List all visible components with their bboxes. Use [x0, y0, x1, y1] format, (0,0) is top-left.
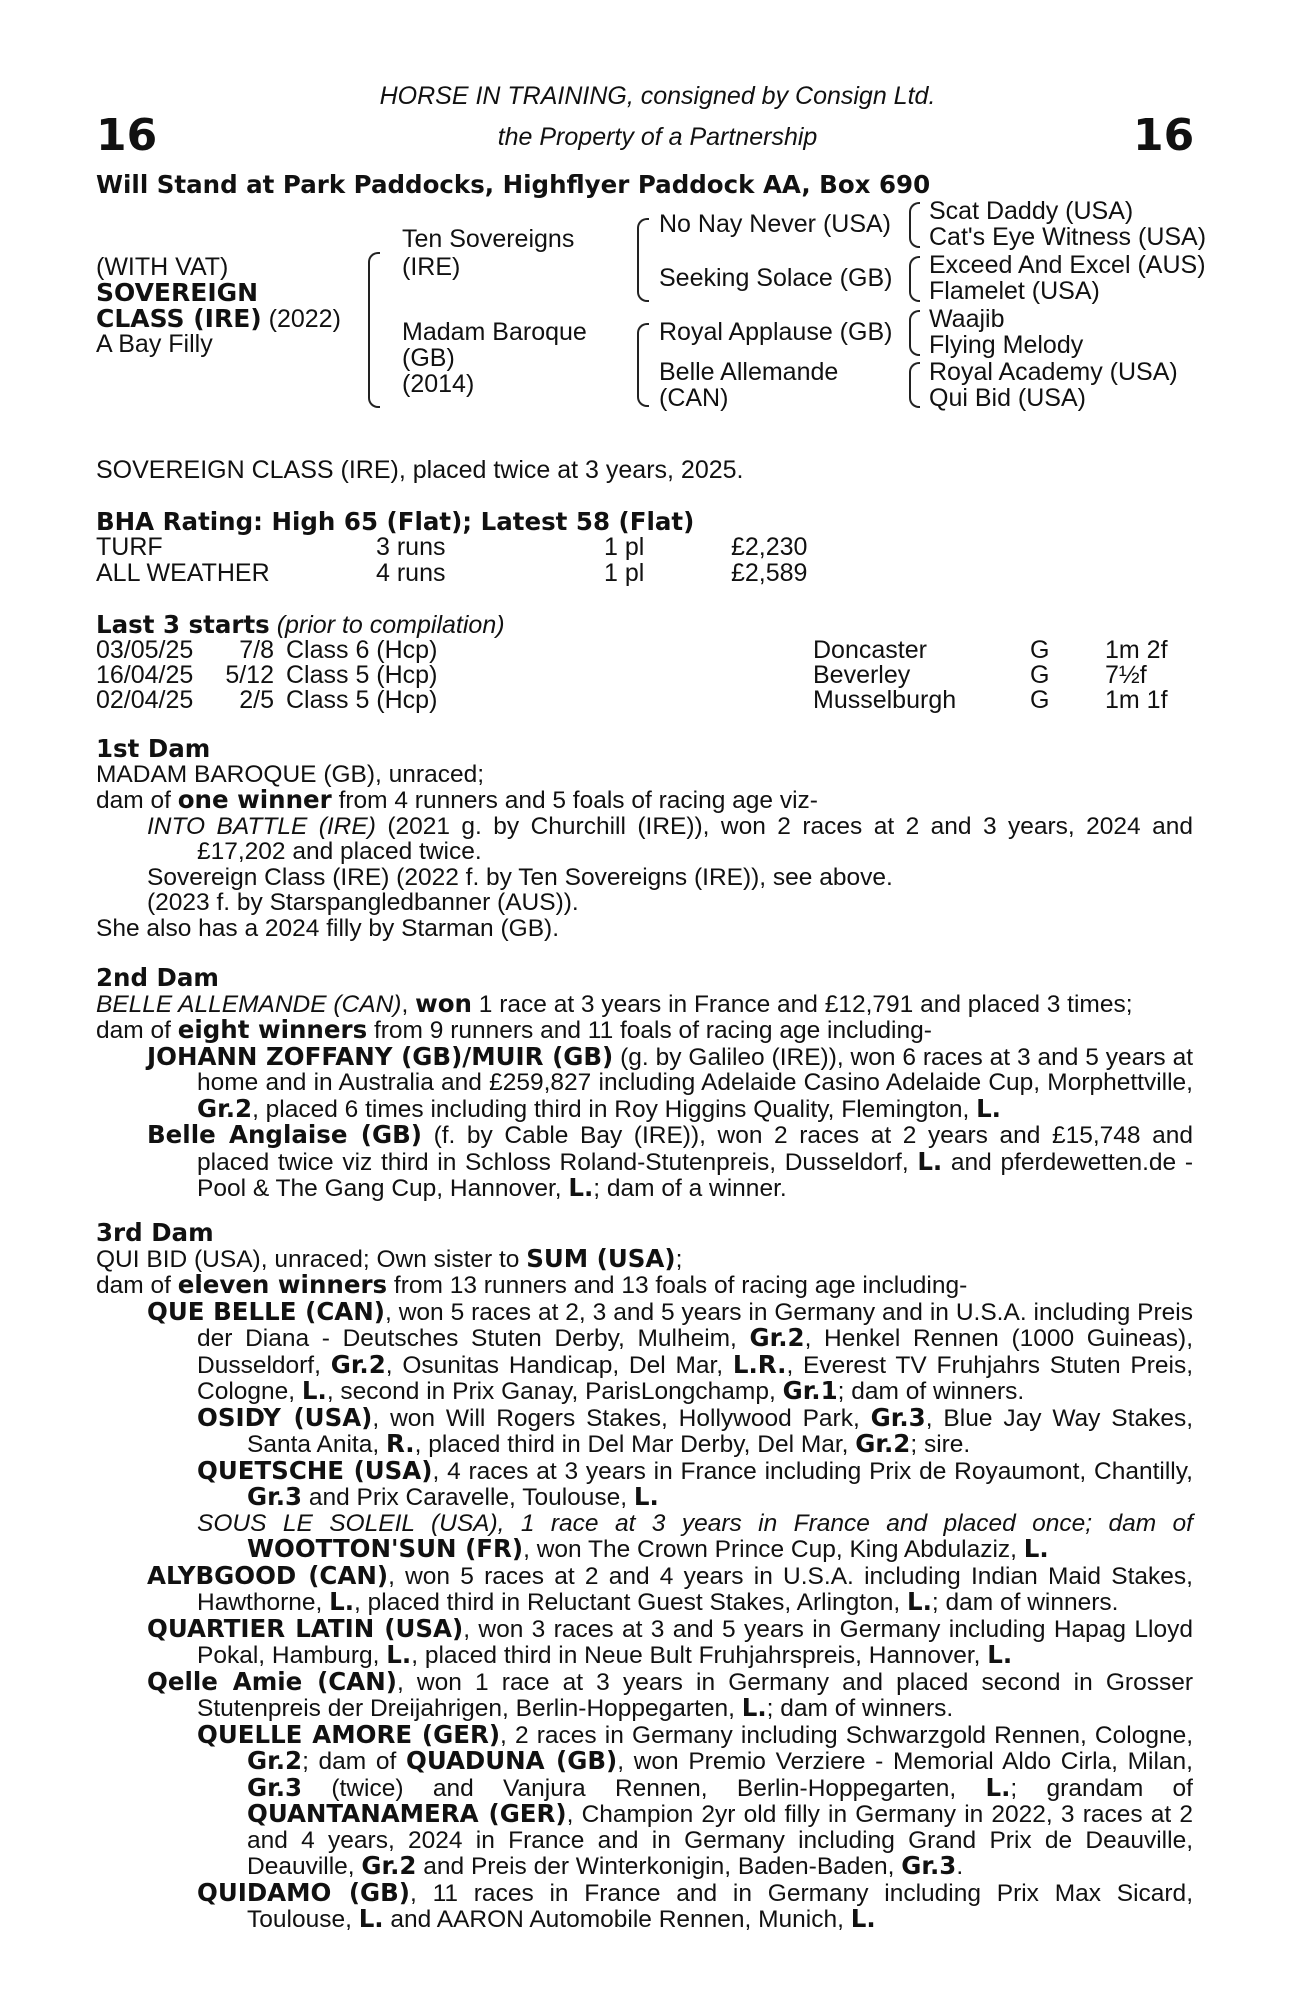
text: dam of [96, 787, 178, 814]
horse-description: A Bay Filly [96, 330, 213, 358]
text: (twice) and Vanjura Rennen, Berlin-Hoppegarten, [302, 1774, 986, 1802]
grade: Gr.2 [247, 1746, 303, 1775]
text: , won 5 races at 2, 3 and 5 years in Germany and in U.S.A. including Preis der Diana - Deutsches Stuten Derby, Mulheim, [197, 1298, 1193, 1352]
dam-name: Madam Baroque [402, 318, 587, 346]
horse-name-1: SOVEREIGN [96, 278, 259, 307]
dam-year: (2014) [402, 370, 475, 398]
ggp-4: Flamelet (USA) [929, 277, 1100, 305]
grade: L. [1023, 1534, 1049, 1563]
grade: L. [906, 1587, 932, 1616]
text: , Henkel Rennen (1000 Guineas), Dusseldorf, [197, 1325, 1194, 1379]
text: , 4 races at 3 years in France including Prix de Royaumont, Chantilly, [432, 1457, 1193, 1485]
text: (g. by Galileo (IRE)), won 6 races at 3 and 5 years at home and in Australia and £259,827 including Adelaide Casino Adelaide Cup, Morphettville, [197, 1043, 1193, 1096]
grade: R. [385, 1429, 415, 1458]
pedigree-brace-dd [909, 362, 920, 408]
start-position: 7/8 [239, 636, 274, 664]
text: , Champion 2yr old filly in Germany in 2022, 3 races at 2 and 4 years, 2024 in France and in Germany including Grand Prix de Deauville, Deauville, [247, 1801, 1193, 1880]
rating-surface: ALL WEATHER [96, 559, 270, 587]
text: dam of [96, 1017, 178, 1044]
produce-name: QUETSCHE (USA) [197, 1455, 433, 1485]
grade: L. [917, 1146, 943, 1176]
race-summary: SOVEREIGN CLASS (IRE), placed twice at 3 years, 2025. [96, 456, 744, 484]
rating-runs: 4 runs [376, 559, 446, 587]
grade: L. [987, 1640, 1013, 1669]
start-race: Class 6 (Hcp) [286, 636, 438, 664]
start-position: 2/5 [239, 686, 274, 714]
start-going: G [1030, 661, 1050, 689]
start-date: 03/05/25 [96, 636, 194, 664]
second-dam-line1 [96, 988, 1193, 1018]
produce-sous-le-soleil [96, 1511, 1193, 1563]
start-race: Class 5 (Hcp) [286, 661, 438, 689]
start-date: 16/04/25 [96, 661, 194, 689]
produce-name: Qelle Amie (CAN) [147, 1666, 397, 1696]
bha-rating-title: BHA Rating: High 65 (Flat); Latest 58 (Flat) [96, 507, 695, 536]
text: , won 5 races at 2 and 4 years in U.S.A. including Indian Maid Stakes, Hawthorne, [197, 1562, 1193, 1616]
produce-que-belle [96, 1296, 1194, 1405]
text: (f. by Cable Bay (IRE)), won 2 races at 2 years and £15,748 and placed twice viz third in Schloss Roland-Stutenpreis, Dusseldorf, [197, 1122, 1193, 1176]
text: and pferdewetten.de - Pool & The Gang Cup, Hannover, [197, 1148, 1193, 1202]
grade: L. [741, 1693, 767, 1722]
stand-location: Will Stand at Park Paddocks, Highflyer Paddock AA, Box 690 [96, 170, 931, 199]
text: and Preis der Winterkonigin, Baden-Baden, [416, 1853, 902, 1880]
grade: L. [633, 1482, 659, 1511]
produce-quelle-amore [96, 1719, 1193, 1880]
dam-dam-origin: (CAN) [659, 384, 729, 412]
grade: L. [985, 1772, 1011, 1802]
third-dam-title: 3rd Dam [96, 1218, 214, 1247]
text: , placed 6 times including third in Roy Higgins Quality, Flemington, [252, 1095, 977, 1123]
ggp-7: Royal Academy (USA) [929, 358, 1178, 386]
text: , won 3 races at 3 and 5 years in Germany including Hapag Lloyd Pokal, Hamburg, [197, 1615, 1193, 1669]
horse-name-2-row [96, 306, 341, 333]
dam-origin: (GB) [402, 344, 455, 372]
sire-name: Ten Sovereigns [402, 225, 575, 253]
grade: Gr.2 [855, 1429, 911, 1458]
dam-sire: Royal Applause (GB) [659, 318, 893, 346]
last-starts-heading: Last 3 starts [96, 610, 270, 639]
sister-name: SUM (USA) [526, 1243, 676, 1273]
text: from 13 runners and 13 foals of racing age including- [387, 1272, 968, 1299]
text: 1 race at 3 years in France and £12,791 and placed 3 times; [471, 990, 1133, 1018]
text: ; grandam of [1010, 1774, 1193, 1802]
text: , Osunitas Handicap, Del Mar, [385, 1351, 733, 1379]
produce-name: QUE BELLE (CAN) [147, 1296, 385, 1326]
text: , second in Prix Ganay, ParisLongchamp, [326, 1378, 783, 1405]
pedigree-brace-ss [909, 202, 920, 248]
text: ; dam of a winner. [593, 1175, 787, 1202]
start-distance: 7½f [1105, 661, 1147, 689]
grade: Gr.2 [330, 1349, 386, 1379]
produce-quidamo [96, 1877, 1193, 1933]
grade: Gr.3 [247, 1482, 303, 1511]
produce-text: (2021 g. by Churchill (IRE)), won 2 races at 2 and 3 years, 2024 and £17,202 and placed twice. [197, 812, 1193, 865]
produce-qelle-amie [96, 1666, 1193, 1722]
property-line: the Property of a Partnership [497, 123, 818, 151]
winners-count: eight winners [177, 1015, 368, 1044]
rating-placed: 1 pl [604, 533, 645, 561]
pedigree-brace-dam [637, 323, 649, 407]
grade: Gr.3 [901, 1851, 957, 1880]
start-date: 02/04/25 [96, 686, 194, 714]
ggp-6: Flying Melody [929, 331, 1084, 359]
text: ; dam of winners. [931, 1589, 1119, 1616]
ggp-1: Scat Daddy (USA) [929, 197, 1134, 225]
produce-osidy [96, 1402, 1194, 1458]
grade: L. [850, 1904, 876, 1933]
produce-name: QUARTIER LATIN (USA) [147, 1613, 464, 1643]
produce-quetsche [96, 1455, 1193, 1511]
grade: Gr.2 [749, 1323, 805, 1352]
text: , 2 races in Germany including Schwarzgold Rennen, Cologne, [500, 1721, 1193, 1749]
produce-name: OSIDY (USA) [197, 1402, 373, 1432]
produce-name: QUELLE AMORE (GER) [197, 1719, 501, 1749]
text: , Blue Jay Way Stakes, Santa Anita, [247, 1404, 1194, 1458]
text: ; dam of [302, 1748, 406, 1775]
produce-name: QUADUNA (GB) [406, 1746, 618, 1775]
produce-name: JOHANN ZOFFANY (GB)/MUIR (GB) [147, 1041, 614, 1071]
text: from 9 runners and 11 foals of racing age including- [367, 1017, 932, 1044]
last-starts-note: (prior to compilation) [269, 611, 505, 639]
text: , [401, 990, 416, 1018]
produce-2023: (2023 f. by Starspangledbanner (AUS)). [147, 889, 579, 916]
horse-name-2: CLASS (IRE) [96, 304, 262, 333]
ggp-2: Cat's Eye Witness (USA) [929, 223, 1207, 251]
grade: L. [386, 1640, 412, 1669]
produce-sovereign-class: Sovereign Class (IRE) (2022 f. by Ten Sovereigns (IRE)), see above. [147, 863, 893, 891]
grade: Gr.2 [197, 1093, 253, 1123]
winners-count: one winner [177, 785, 332, 814]
text: ; dam of winners. [837, 1378, 1025, 1405]
third-dam-line1 [96, 1243, 1193, 1273]
text: , won 1 race at 3 years in Germany and placed second in Grosser Stutenpreis der Dreijahrigen, Berlin-Hoppegarten, [197, 1668, 1193, 1722]
start-distance: 1m 1f [1105, 686, 1168, 714]
grade: L. [976, 1093, 1001, 1123]
rating-prize: £2,589 [731, 559, 808, 587]
start-race: Class 5 (Hcp) [286, 686, 438, 714]
grade: L. [301, 1376, 327, 1405]
pedigree-brace-ds [909, 310, 920, 356]
text: dam of [96, 1272, 178, 1299]
rating-runs: 3 runs [376, 533, 446, 561]
produce-belle-anglaise [96, 1122, 1193, 1202]
text: , placed third in Reluctant Guest Stakes, Arlington, [354, 1589, 907, 1616]
dam-name: BELLE ALLEMANDE (CAN) [96, 990, 402, 1018]
produce-name: Belle Anglaise (GB) [147, 1120, 422, 1149]
grade: L.R. [732, 1349, 787, 1379]
pedigree-brace-sd [909, 256, 920, 302]
text: ; sire. [910, 1431, 971, 1458]
grade: L. [329, 1587, 355, 1616]
text: , Everest TV Fruhjahrs Stuten Preis, Cologne, [197, 1351, 1194, 1405]
text: and AARON Automobile Rennen, Munich, [383, 1906, 851, 1933]
produce-name: SOUS LE SOLEIL (USA), 1 race at 3 years in France and placed once; dam of [197, 1509, 1193, 1537]
text: and Prix Caravelle, Toulouse, [302, 1484, 634, 1511]
start-course: Beverley [813, 661, 911, 689]
produce-name: INTO BATTLE (IRE) [147, 812, 376, 840]
first-dam-section [96, 736, 1193, 941]
grade: L. [358, 1904, 384, 1933]
text: , placed third in Del Mar Derby, Del Mar, [414, 1431, 856, 1458]
sire-origin: (IRE) [402, 253, 461, 281]
start-going: G [1030, 636, 1050, 664]
produce-into-battle [96, 814, 1193, 865]
text: from 4 runners and 5 foals of racing age viz- [331, 787, 818, 814]
third-dam-section [96, 1220, 1193, 1933]
first-dam-line1: MADAM BAROQUE (GB), unraced; [96, 760, 485, 788]
ggp-5: Waajib [929, 305, 1005, 333]
produce-name: ALYBGOOD (CAN) [147, 1560, 389, 1590]
dam-dam-name: Belle Allemande [659, 358, 839, 386]
lot-number-right: 16 [1133, 110, 1195, 161]
horse-year: (2022) [261, 305, 341, 333]
grade: L. [568, 1173, 594, 1202]
consignor-line: HORSE IN TRAINING, consigned by Consign Ltd. [379, 82, 936, 110]
rating-surface: TURF [96, 533, 163, 561]
start-course: Doncaster [813, 636, 927, 664]
text: ; [675, 1245, 683, 1273]
produce-name: WOOTTON'SUN (FR) [247, 1534, 524, 1563]
start-course: Musselburgh [813, 686, 957, 714]
ggp-3: Exceed And Excel (AUS) [929, 251, 1206, 279]
first-dam-title: 1st Dam [96, 734, 211, 763]
lot-number-left: 16 [96, 110, 158, 161]
produce-quartier-latin [96, 1613, 1193, 1669]
ggp-8: Qui Bid (USA) [929, 384, 1086, 412]
grade: Gr.3 [870, 1402, 926, 1432]
first-dam-line2 [96, 787, 1193, 814]
grade: Gr.2 [361, 1851, 417, 1880]
produce-name: QUANTANAMERA (GER) [247, 1799, 567, 1828]
winners-count: eleven winners [177, 1270, 388, 1299]
produce-2024: She also has a 2024 filly by Starman (GB). [96, 914, 559, 942]
text: ; dam of winners. [766, 1695, 954, 1722]
text: QUI BID (USA), unraced; Own sister to [96, 1245, 527, 1273]
pedigree-brace-sire [637, 218, 649, 302]
produce-alybgood [96, 1560, 1193, 1616]
third-dam-line2 [96, 1272, 1193, 1299]
text: , won The Crown Prince Cup, King Abdulaziz, [523, 1536, 1024, 1563]
rating-placed: 1 pl [604, 559, 645, 587]
won-label: won [415, 988, 472, 1018]
pedigree-brace-main [368, 252, 380, 408]
second-dam-section [96, 965, 1193, 1202]
vat-note: (WITH VAT) [96, 253, 229, 281]
rating-prize: £2,230 [731, 533, 808, 561]
grade: Gr.1 [782, 1376, 838, 1405]
text: , 11 races in France and in Germany including Prix Max Sicard, Toulouse, [247, 1879, 1193, 1933]
start-going: G [1030, 686, 1050, 714]
text: , placed third in Neue Bult Fruhjahrspreis, Hannover, [411, 1642, 988, 1669]
start-position: 5/12 [225, 661, 274, 689]
sire-dam: Seeking Solace (GB) [659, 264, 893, 292]
text: , won Premio Verziere - Memorial Aldo Cirla, Milan, [617, 1748, 1193, 1775]
second-dam-title: 2nd Dam [96, 963, 219, 992]
second-dam-line2 [96, 1017, 1193, 1044]
text: , won Will Rogers Stakes, Hollywood Park, [372, 1404, 871, 1432]
sire-sire: No Nay Never (USA) [659, 210, 891, 238]
text: . [956, 1853, 964, 1880]
produce-name: QUIDAMO (GB) [197, 1877, 411, 1907]
grade: Gr.3 [247, 1772, 303, 1802]
produce-johann-zoffany [96, 1041, 1193, 1123]
start-distance: 1m 2f [1105, 636, 1168, 664]
